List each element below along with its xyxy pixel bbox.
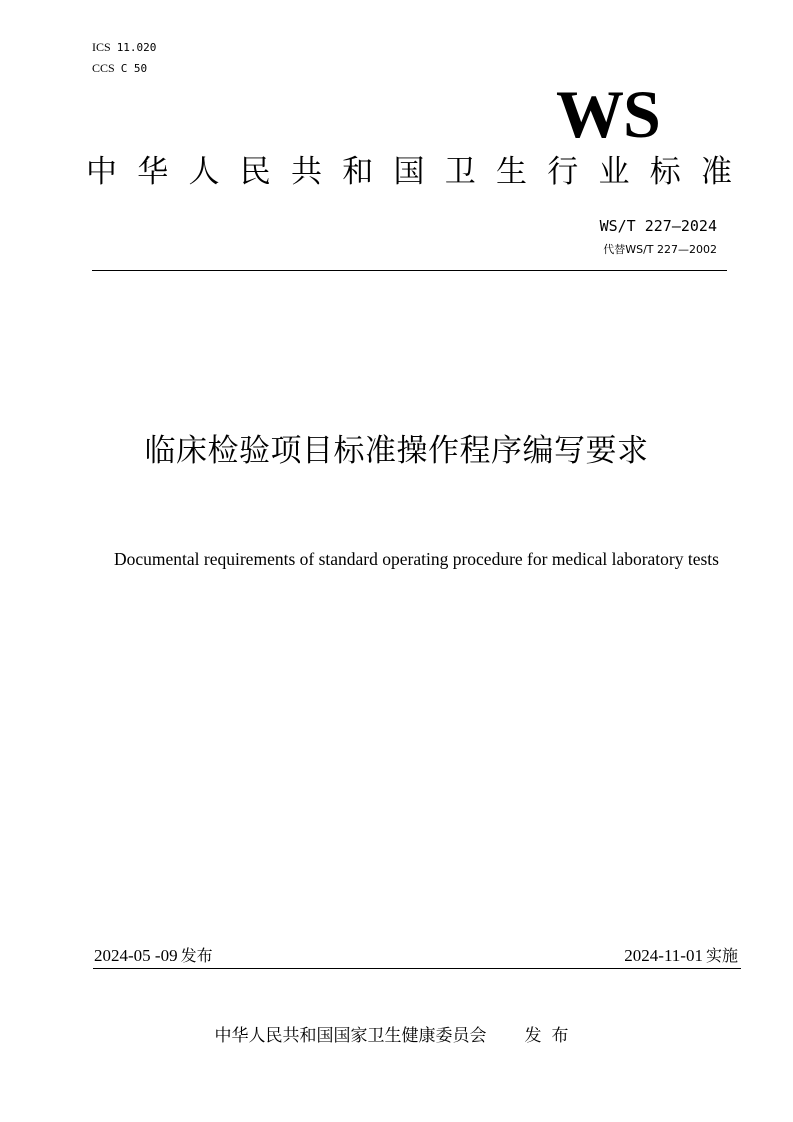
- document-title-cn: 临床检验项目标准操作程序编写要求: [144, 433, 649, 469]
- category-char: 卫: [444, 154, 476, 190]
- implement-date-line: [624, 944, 738, 968]
- category-char: 准: [701, 154, 732, 190]
- category-char: 生: [496, 154, 527, 190]
- category-char: 中: [86, 154, 117, 190]
- category-char: 共: [291, 154, 322, 190]
- category-char: 华: [137, 154, 169, 190]
- category-char: 民: [239, 154, 271, 190]
- implement-date: 2024-11-01: [624, 946, 703, 965]
- category-char: 人: [188, 154, 220, 190]
- ics-value: 11.020: [116, 41, 157, 54]
- category-char: 行: [547, 154, 579, 190]
- ccs-label: CCS: [92, 61, 115, 75]
- standard-number: WS/T 227—2024: [599, 217, 717, 235]
- category-char: 标: [649, 154, 681, 190]
- issuer-action: 发布: [524, 1026, 579, 1046]
- footer-divider: [93, 968, 741, 969]
- publish-label: 发布: [180, 946, 213, 965]
- ws-logo: WS: [556, 76, 660, 152]
- ics-classification: [92, 40, 156, 55]
- category-char: 国: [393, 154, 425, 190]
- publish-date: 2024-05 -09: [94, 946, 178, 965]
- category-char: 和: [342, 154, 374, 190]
- document-title-en: Documental requirements of standard operating procedure for medical laboratory tests: [114, 549, 719, 569]
- issuer-name: 中华人民共和国国家卫生健康委员会: [214, 1026, 487, 1046]
- category-char: 业: [598, 154, 630, 190]
- ccs-classification: [92, 61, 147, 76]
- implement-label: 实施: [705, 946, 738, 965]
- ics-label: ICS: [92, 40, 111, 54]
- issuer-line: [0, 1024, 793, 1048]
- ccs-value: C 50: [120, 62, 148, 75]
- standard-category: [86, 150, 732, 194]
- header-divider: [92, 270, 727, 271]
- replaced-standard: 代替WS/T 227—2002: [603, 243, 717, 256]
- publish-date-line: [94, 944, 213, 968]
